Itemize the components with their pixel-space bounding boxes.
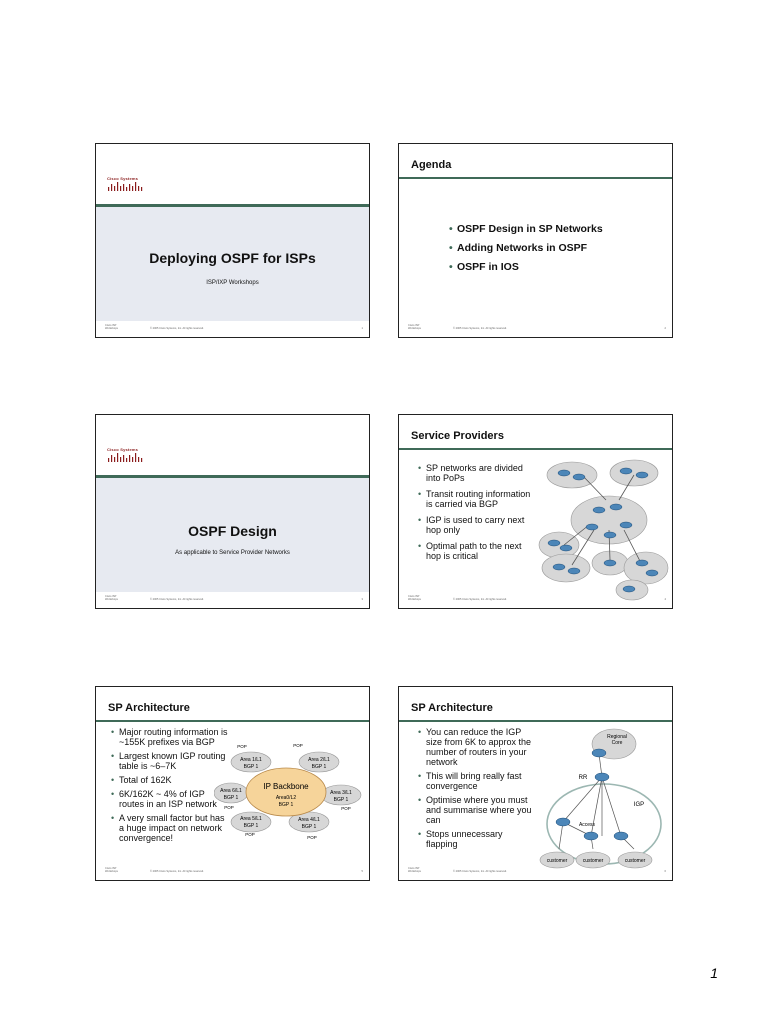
slide-title: SP Architecture <box>411 702 493 714</box>
svg-text:Core: Core <box>611 740 623 746</box>
slide-footer: Cisco ISP Workshops © 2005 Cisco Systems, Inc. All rights reserved. 6 <box>408 867 666 873</box>
svg-text:BGP 1: BGP 1 <box>223 795 239 801</box>
slide-footer: Cisco ISP Workshops © 2005 Cisco Systems, Inc. All rights reserved. 5 <box>105 867 363 873</box>
svg-text:IGP: IGP <box>633 802 645 808</box>
backbone-label: IP Backbone <box>263 782 309 791</box>
list-item: • Stops unnecessary flapping <box>418 829 536 849</box>
slide-number: 1 <box>361 327 363 330</box>
slide-footer: Cisco ISP Workshops © 2005 Cisco Systems, Inc. All rights reserved. 2 <box>408 324 666 330</box>
svg-text:Area 2/L1: Area 2/L1 <box>308 757 330 763</box>
slide-title: SP Architecture <box>108 702 190 714</box>
slide-footer: Cisco ISP Workshops © 2005 Cisco Systems, Inc. All rights reserved. 4 <box>408 595 666 601</box>
svg-text:POP: POP <box>307 835 317 840</box>
list-item: • You can reduce the IGP size from 6K to approx the number of routers in your network <box>418 727 536 767</box>
svg-text:customer: customer <box>624 858 646 864</box>
slide-5 <box>95 686 370 881</box>
bullet-list <box>418 463 533 567</box>
svg-text:BGP 1: BGP 1 <box>278 802 294 808</box>
svg-text:POP: POP <box>293 743 303 748</box>
list-item: • This will bring really fast convergence <box>418 771 536 791</box>
svg-text:BGP 1: BGP 1 <box>243 764 259 770</box>
slide-title: OSPF Design <box>188 523 277 539</box>
list-item: • Largest known IGP routing table is ~6–7K <box>111 751 229 771</box>
svg-text:POP: POP <box>237 744 247 749</box>
svg-text:Area 6/L1: Area 6/L1 <box>220 788 242 794</box>
list-item: • OSPF Design in SP Networks <box>449 223 603 235</box>
svg-text:BGP 1: BGP 1 <box>333 797 349 803</box>
slide-footer: Cisco ISP Workshops © 2005 Cisco Systems, Inc. All rights reserved. 3 <box>105 595 363 601</box>
svg-text:customer: customer <box>582 858 604 864</box>
title-rule <box>96 720 369 722</box>
slide-1 <box>95 143 370 338</box>
list-item: • Optimal path to the next hop is critical <box>418 541 533 561</box>
title-rule <box>399 720 672 722</box>
slide-number: 5 <box>361 870 363 873</box>
list-item: • A very small factor but has a huge impact on network convergence! <box>111 813 229 843</box>
bullet-list <box>111 727 229 847</box>
slide-3 <box>95 414 370 609</box>
svg-text:Area0/L2: Area0/L2 <box>275 795 297 801</box>
svg-text:Area 5/L1: Area 5/L1 <box>240 816 262 822</box>
bullet-list <box>418 727 536 853</box>
list-item: • Adding Networks in OSPF <box>449 242 603 254</box>
list-item: • SP networks are divided into PoPs <box>418 463 533 483</box>
slide-number: 4 <box>664 598 666 601</box>
list-item: • OSPF in IOS <box>449 261 603 273</box>
svg-text:BGP 1: BGP 1 <box>311 764 327 770</box>
slide-number: 3 <box>361 598 363 601</box>
list-item: • IGP is used to carry next hop only <box>418 515 533 535</box>
svg-text:Access: Access <box>578 822 596 828</box>
svg-text:Regional: Regional <box>607 734 627 740</box>
svg-text:BGP 1: BGP 1 <box>301 824 317 830</box>
title-rule <box>399 177 672 179</box>
slide-title: Deploying OSPF for ISPs <box>149 250 316 266</box>
slide-2 <box>398 143 673 338</box>
slide-number: 6 <box>664 870 666 873</box>
slide-4 <box>398 414 673 609</box>
list-item: • Major routing information is ~155K prefixes via BGP <box>111 727 229 747</box>
cisco-logo: Cisco Systems <box>107 447 145 465</box>
slide-subtitle: As applicable to Service Provider Networks <box>175 550 290 556</box>
svg-text:Area 4/L1: Area 4/L1 <box>298 817 320 823</box>
list-item: • Optimise where you must and summarise where you can <box>418 795 536 825</box>
hierarchy-diagram <box>529 724 669 874</box>
agenda-list <box>449 223 603 280</box>
page-number: 1 <box>710 965 718 981</box>
list-item: • Total of 162K <box>111 775 229 785</box>
slide-footer: Cisco ISP Workshops © 2005 Cisco Systems, Inc. All rights reserved. 1 <box>105 324 363 330</box>
backbone-diagram <box>214 742 369 842</box>
cisco-logo: Cisco Systems <box>107 176 145 194</box>
title-rule <box>399 448 672 450</box>
svg-text:Area 1/L1: Area 1/L1 <box>240 757 262 763</box>
svg-text:POP: POP <box>341 806 351 811</box>
slide-title: Service Providers <box>411 430 504 442</box>
svg-text:RR: RR <box>578 775 588 781</box>
svg-text:Area 3/L1: Area 3/L1 <box>330 790 352 796</box>
pop-network-diagram <box>534 455 669 605</box>
slide-subtitle: ISP/IXP Workshops <box>206 280 259 286</box>
slide-6 <box>398 686 673 881</box>
slide-title: Agenda <box>411 159 452 171</box>
list-item: • 6K/162K ~ 4% of IGP routes in an ISP network <box>111 789 229 809</box>
svg-text:customer: customer <box>546 858 568 864</box>
svg-text:BGP 1: BGP 1 <box>243 823 259 829</box>
list-item: • Transit routing information is carried via BGP <box>418 489 533 509</box>
svg-text:POP: POP <box>224 805 234 810</box>
svg-text:POP: POP <box>245 832 255 837</box>
slide-number: 2 <box>664 327 666 330</box>
